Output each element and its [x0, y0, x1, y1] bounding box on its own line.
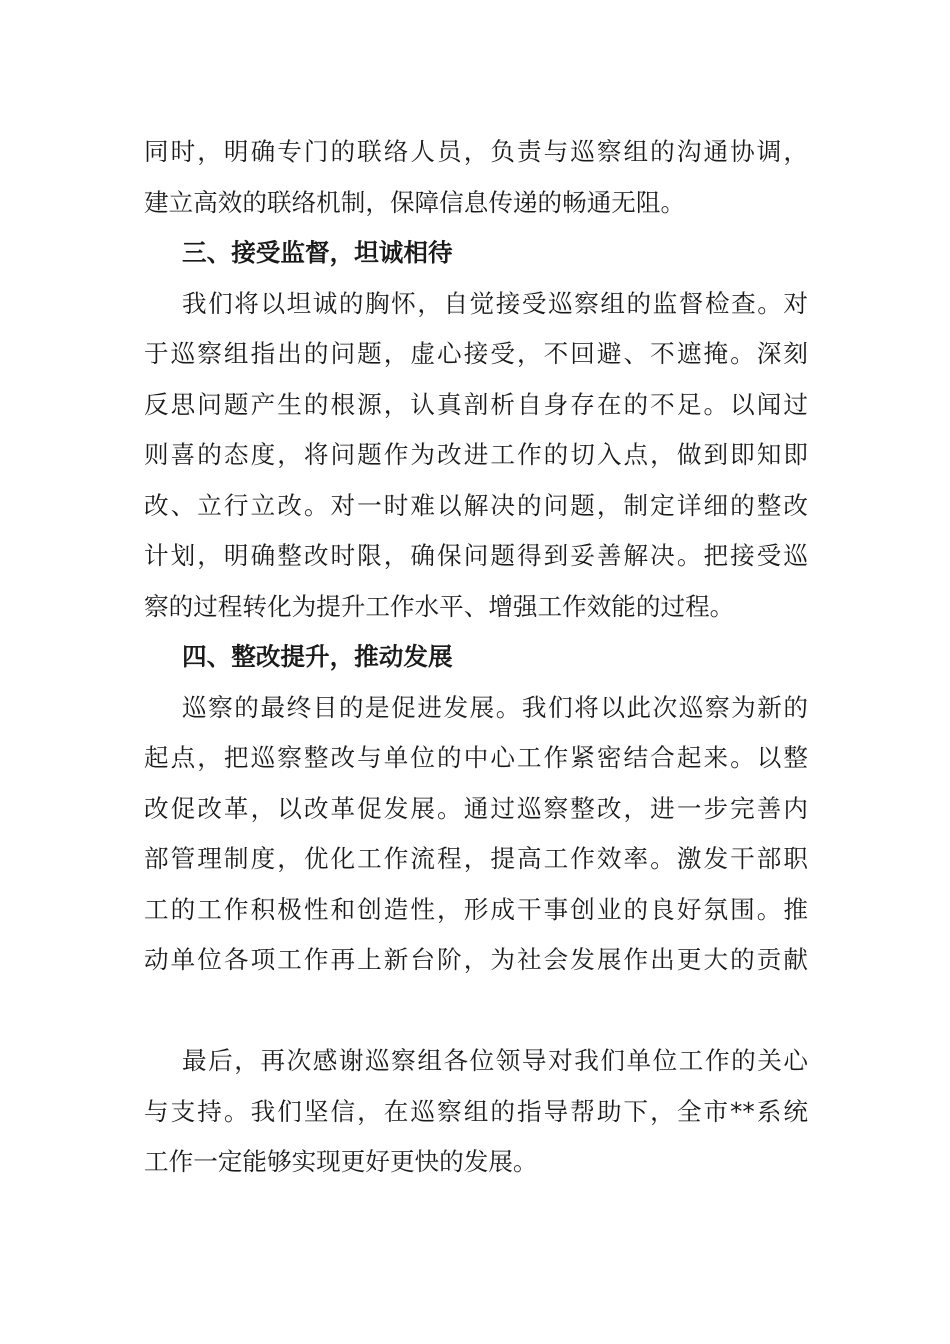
- text-line: 同时，明确专门的联络人员，负责与巡察组的沟通协调，: [144, 137, 808, 166]
- text-line: 改促改革，以改革促发展。通过巡察整改，进一步完善内: [144, 793, 808, 823]
- text-line: 最后，再次感谢巡察组各位领导对我们单位工作的关心: [182, 1046, 808, 1075]
- text-line: 工的工作积极性和创造性，形成干事创业的良好氛围。推: [144, 894, 808, 924]
- text-line: 计划，明确整改时限，确保问题得到妥善解决。把接受巡: [144, 541, 808, 570]
- text-line: 巡察的最终目的是促进发展。我们将以此次巡察为新的: [182, 692, 808, 722]
- text-line: 动单位各项工作再上新台阶，为社会发展作出更大的贡献: [144, 945, 808, 974]
- text-line: 于巡察组指出的问题，虚心接受，不回避、不遮掩。深刻: [144, 339, 808, 368]
- section-heading-4: 四、整改提升，推动发展: [182, 642, 453, 671]
- section-heading-3: 三、接受监督，坦诚相待: [182, 238, 453, 267]
- paragraph-gap: [144, 986, 808, 1037]
- text-line: 察的过程转化为提升工作水平、增强工作效能的过程。: [144, 591, 735, 621]
- text-line: 部管理制度，优化工作流程，提高工作效率。激发干部职: [144, 844, 808, 873]
- text-line: 我们将以坦诚的胸怀，自觉接受巡察组的监督检查。对: [182, 288, 808, 318]
- text-line: 则喜的态度，将问题作为改进工作的切入点，做到即知即: [144, 440, 808, 469]
- text-line: 起点，把巡察整改与单位的中心工作紧密结合起来。以整: [144, 743, 808, 772]
- document-body: [144, 127, 808, 1188]
- text-line: 反思问题产生的根源，认真剖析自身存在的不足。以闻过: [144, 389, 808, 419]
- text-line: 与支持。我们坚信，在巡察组的指导帮助下，全市**系统: [144, 1096, 808, 1126]
- text-line: 建立高效的联络机制，保障信息传递的畅通无阻。: [144, 187, 686, 217]
- text-line: 改、立行立改。对一时难以解决的问题，制定详细的整改: [144, 490, 808, 520]
- text-line: 工作一定能够实现更好更快的发展。: [144, 1147, 538, 1176]
